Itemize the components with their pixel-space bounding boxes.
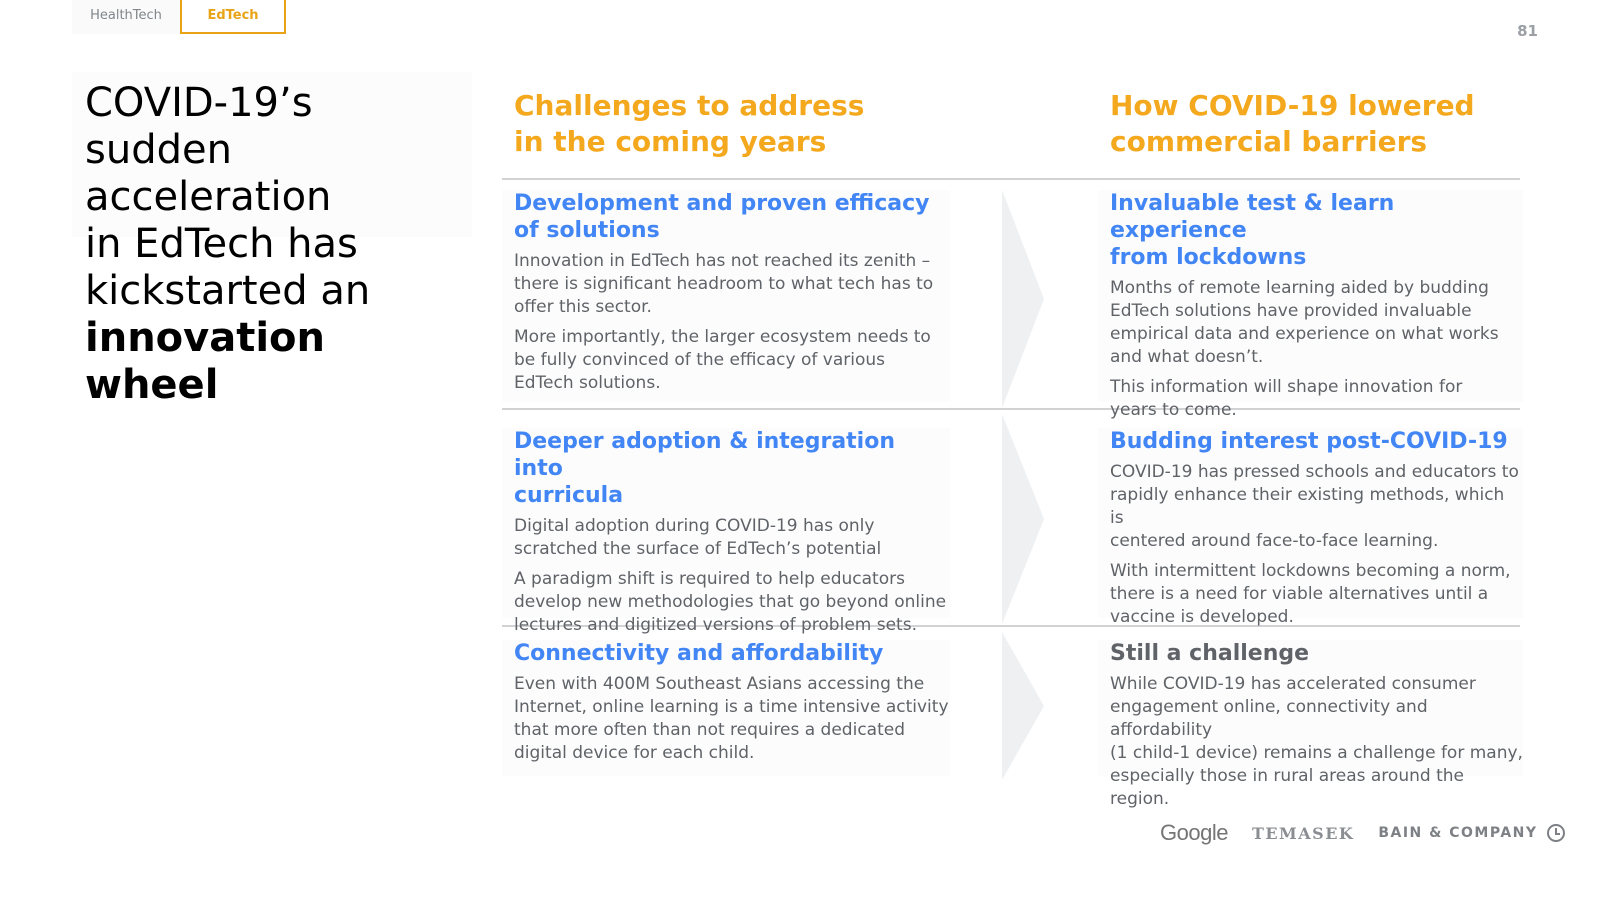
barrier-paragraph: [1110, 376, 1523, 422]
challenges-header: [514, 88, 954, 160]
text-line: With intermittent lockdowns becoming a norm,: [1110, 561, 1511, 581]
text-line: digital device for each child.: [514, 743, 755, 763]
title-line: Budding interest post-COVID-19: [1110, 429, 1508, 454]
challenge-title: [514, 428, 950, 509]
challenge-paragraph: [514, 568, 950, 637]
text-line: scratched the surface of EdTech’s potential: [514, 539, 882, 559]
chevron-arrow-icon: [1002, 414, 1044, 624]
text-line: COVID-19 has pressed schools and educators to: [1110, 462, 1519, 482]
text-line: centered around face-to-face learning.: [1110, 531, 1439, 551]
tab-edtech[interactable]: EdTech: [180, 0, 286, 34]
text-line: engagement online, connectivity and affordability: [1110, 697, 1428, 740]
barrier-paragraph: [1110, 277, 1523, 369]
text-line: More importantly, the larger ecosystem needs to: [514, 327, 931, 347]
chevron-arrow-icon: [1002, 632, 1044, 780]
title-line: in EdTech has: [85, 221, 358, 267]
text-line: rapidly enhance their existing methods, which is: [1110, 485, 1505, 528]
barrier-cell: [1098, 190, 1523, 420]
partner-logos: [1160, 820, 1566, 846]
temasek-logo: TEMASEK: [1251, 823, 1355, 843]
text-line: develop new methodologies that go beyond online: [514, 592, 947, 612]
challenge-paragraph: [514, 250, 950, 319]
text-line: years to come.: [1110, 400, 1237, 420]
barriers-header: [1110, 88, 1550, 160]
challenge-paragraph: [514, 326, 950, 395]
text-line: While COVID-19 has accelerated consumer: [1110, 674, 1476, 694]
challenge-cell: [502, 428, 950, 635]
google-logo: Google: [1160, 820, 1228, 845]
text-line: Innovation in EdTech has not reached its zenith –: [514, 251, 931, 271]
bain-logo-text: BAIN & COMPANY: [1378, 825, 1538, 841]
text-line: especially those in rural areas around the region.: [1110, 766, 1464, 809]
title-line: kickstarted an: [85, 268, 371, 314]
barrier-paragraph: [1110, 560, 1523, 629]
challenge-paragraph: [514, 673, 950, 765]
text-line: EdTech solutions.: [514, 373, 661, 393]
text-line: (1 child-1 device) remains a challenge for many,: [1110, 743, 1523, 763]
text-line: there is significant headroom to what tech has to: [514, 274, 934, 294]
title-bold-line: innovation wheel: [85, 315, 325, 408]
title-line: acceleration: [85, 174, 332, 220]
title-line: Invaluable test & learn experience: [1110, 191, 1395, 243]
text-line: be fully convinced of the efficacy of various: [514, 350, 885, 370]
text-line: A paradigm shift is required to help educators: [514, 569, 905, 589]
barrier-paragraph: [1110, 673, 1523, 811]
barrier-title: [1110, 640, 1523, 667]
text-line: EdTech solutions have provided invaluable: [1110, 301, 1472, 321]
barrier-cell: [1098, 428, 1523, 627]
text-line: Internet, online learning is a time intensive activity: [514, 697, 949, 717]
text-line: Digital adoption during COVID-19 has only: [514, 516, 875, 536]
page-title: [85, 80, 465, 409]
text-line: empirical data and experience on what works: [1110, 324, 1499, 344]
text-line: lectures and digitized versions of problem sets.: [514, 615, 917, 635]
title-line: Connectivity and affordability: [514, 641, 884, 666]
title-line: curricula: [514, 483, 624, 508]
text-line: Even with 400M Southeast Asians accessing the: [514, 674, 925, 694]
bain-logo: [1378, 823, 1565, 843]
text-line: This information will shape innovation for: [1110, 377, 1463, 397]
text-line: offer this sector.: [514, 297, 652, 317]
text-line: Months of remote learning aided by budding: [1110, 278, 1489, 298]
barrier-paragraph: [1110, 461, 1523, 553]
header-line: in the coming years: [514, 125, 827, 158]
title-line: Still a challenge: [1110, 641, 1310, 666]
barrier-cell: [1098, 640, 1523, 809]
page-number: 81: [1517, 22, 1538, 40]
title-line: Deeper adoption & integration into: [514, 429, 895, 481]
bain-mark-icon: [1546, 823, 1566, 843]
text-line: there is a need for viable alternatives until a: [1110, 584, 1489, 604]
challenge-cell: [502, 640, 950, 776]
barrier-title: [1110, 428, 1523, 455]
section-tabs: [72, 0, 286, 34]
row-divider: [502, 178, 1520, 180]
challenge-title: [514, 190, 950, 244]
chevron-arrow-icon: [1002, 190, 1044, 408]
header-line: How COVID-19 lowered: [1110, 89, 1475, 122]
barrier-title: [1110, 190, 1523, 271]
text-line: that more often than not requires a dedicated: [514, 720, 905, 740]
title-line: from lockdowns: [1110, 245, 1307, 270]
title-line: of solutions: [514, 218, 660, 243]
header-line: commercial barriers: [1110, 125, 1428, 158]
text-line: vaccine is developed.: [1110, 607, 1294, 627]
header-line: Challenges to address: [514, 89, 865, 122]
challenge-cell: [502, 190, 950, 402]
title-line: COVID-19’s sudden: [85, 80, 313, 173]
challenge-title: [514, 640, 950, 667]
tab-healthtech[interactable]: HealthTech: [72, 0, 180, 34]
text-line: and what doesn’t.: [1110, 347, 1264, 367]
challenge-paragraph: [514, 515, 950, 561]
title-line: Development and proven efficacy: [514, 191, 930, 216]
